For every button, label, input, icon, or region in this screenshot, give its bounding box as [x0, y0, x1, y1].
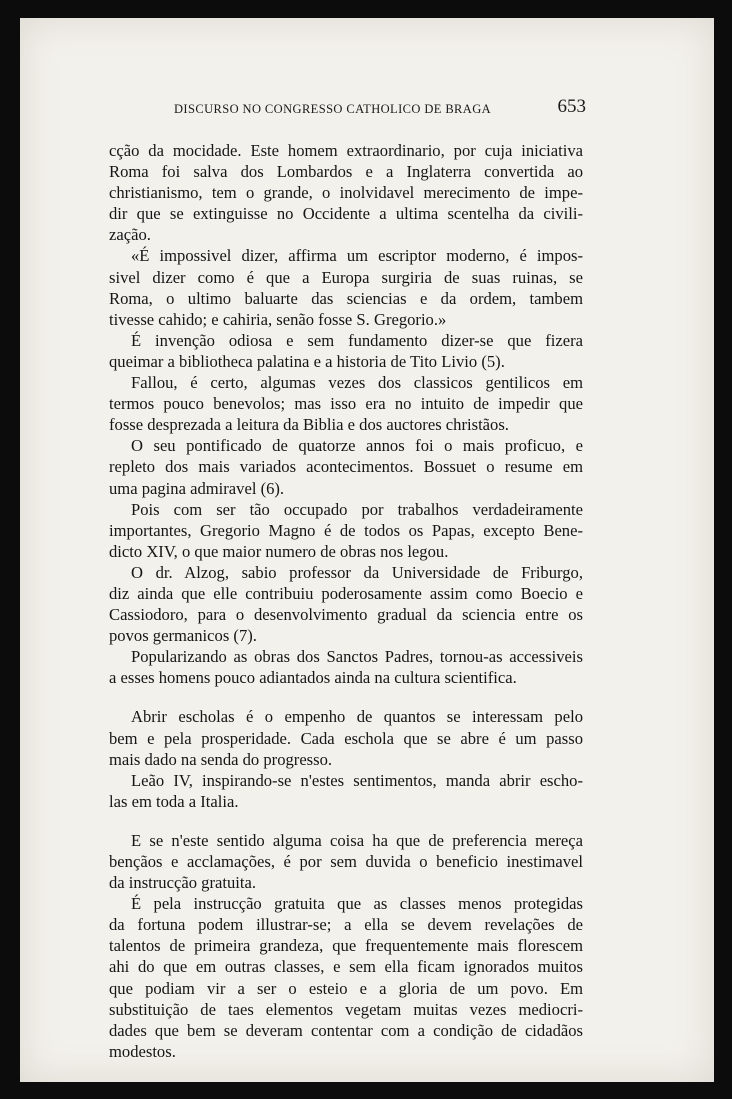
- text-line: Pois com ser tão occupado por trabalhos verdadeiramente: [131, 499, 583, 519]
- text-line: queimar a bibliotheca palatina e a historia de Tito Livio (5).: [109, 351, 505, 371]
- text-line: dades que bem se deveram contentar com a condição de cidadãos: [109, 1020, 583, 1040]
- text-line: repleto dos mais variados acontecimentos. Bossuet o resume em: [109, 457, 583, 477]
- body-text: [109, 140, 583, 1062]
- text-line: tivesse cahido; e cahiria, senão fosse S. Gregorio.»: [109, 309, 447, 329]
- running-head: DISCURSO NO CONGRESSO CATHOLICO DE BRAGA: [174, 102, 492, 116]
- page-header: [156, 96, 586, 120]
- text-line: zação.: [109, 225, 151, 245]
- text-line: E se n'este sentido alguma coisa ha que de preferencia mereça: [131, 830, 583, 850]
- text-line: É pela instrucção gratuita que as classes menos protegidas: [131, 894, 583, 914]
- text-line: Roma foi salva dos Lombardos e a Inglaterra convertida ao: [109, 162, 583, 182]
- text-line: uma pagina admiravel (6).: [109, 478, 285, 498]
- text-line: dir que se extinguisse no Occidente a ultima scentelha da civili-: [109, 204, 583, 224]
- text-line: fosse desprezada a leitura da Biblia e dos auctores christãos.: [109, 415, 509, 435]
- text-line: sivel dizer como é que a Europa surgiria de suas ruinas, se: [109, 267, 583, 287]
- text-line: povos germanicos (7).: [109, 626, 257, 646]
- text-line: É invenção odiosa e sem fundamento dizer-se que fizera: [131, 330, 583, 350]
- text-line: bençãos e acclamações, é por sem duvida o beneficio inestimavel: [109, 852, 583, 871]
- text-line: christianismo, tem o grande, o inolvidavel merecimento de impe-: [109, 183, 583, 203]
- text-line: Leão IV, inspirando-se n'estes sentimentos, manda abrir escho-: [131, 770, 583, 790]
- text-line: da instrucção gratuita.: [109, 873, 256, 893]
- page-number: 653: [557, 96, 586, 117]
- text-line: da fortuna podem illustrar-se; a ella se devem revelações de: [109, 915, 583, 935]
- text-line: que podiam vir a ser o esteio e a gloria de um povo. Em: [109, 978, 583, 998]
- text-line: diz ainda que elle contribuiu poderosamente assim como Boecio e: [109, 583, 583, 603]
- text-line: «É impossivel dizer, affirma um escriptor moderno, é impos-: [131, 246, 583, 266]
- text-line: termos pouco benevolos; mas isso era no intuito de impedir que: [109, 394, 583, 414]
- text-line: O dr. Alzog, sabio professor da Universidade de Friburgo,: [131, 562, 583, 582]
- text-line: Popularizando as obras dos Sanctos Padres, tornou-as accessiveis: [131, 647, 583, 667]
- text-line: talentos de primeira grandeza, que frequentemente mais florescem: [109, 936, 583, 956]
- text-line: O seu pontificado de quatorze annos foi o mais proficuo, e: [131, 436, 583, 456]
- text-line: importantes, Gregorio Magno é de todos os Papas, excepto Bene-: [109, 520, 583, 540]
- text-line: bem e pela prosperidade. Cada eschola que se abre é um passo: [109, 728, 583, 748]
- text-line: dicto XIV, o que maior numero de obras nos legou.: [109, 541, 449, 561]
- text-line: Fallou, é certo, algumas vezes dos classicos gentilicos em: [131, 373, 583, 393]
- text-line: modestos.: [109, 1041, 176, 1061]
- text-line: mais dado na senda do progresso.: [109, 749, 333, 769]
- text-line: Roma, o ultimo baluarte das sciencias e da ordem, tambem: [109, 288, 583, 308]
- text-line: a esses homens pouco adiantados ainda na cultura scientifica.: [109, 668, 517, 688]
- text-line: cção da mocidade. Este homem extraordinario, por cuja iniciativa: [109, 141, 583, 160]
- text-line: Cassiodoro, para o desenvolvimento gradual da sciencia entre os: [109, 605, 583, 625]
- text-line: las em toda a Italia.: [109, 791, 239, 811]
- text-line: ahi do que em outras classes, e sem ella ficam ignorados muitos: [109, 957, 583, 977]
- text-line: substituição de taes elementos vegetam muitas vezes mediocri-: [109, 999, 583, 1019]
- text-line: Abrir escholas é o empenho de quantos se interessam pelo: [131, 707, 583, 727]
